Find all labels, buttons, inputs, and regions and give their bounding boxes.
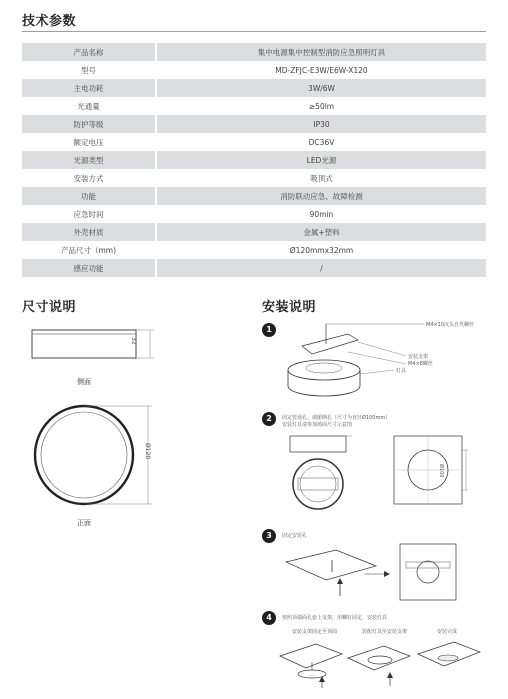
spec-label: 型号 [22, 61, 156, 79]
step-2-line-2: 安装灯具请参加场面尺寸示意图 [282, 422, 353, 428]
spec-value: MD-ZFJC-E3W/E6W-X120 [156, 61, 486, 79]
front-view-drawing [28, 403, 158, 513]
spec-value: Ø120mmx32mm [156, 241, 486, 259]
spec-row [22, 259, 486, 277]
spec-row [22, 151, 486, 169]
spec-label: 防护等级 [22, 115, 156, 133]
spec-label: 光通量 [22, 97, 156, 115]
spec-row [22, 115, 486, 133]
spec-value: ≥50lm [156, 97, 486, 115]
spec-label: 安装方式 [22, 169, 156, 187]
spec-value: 消防联动应急、故障检测 [156, 187, 486, 205]
step-1-lamp-note: 灯具 [396, 368, 407, 374]
spec-value: LED光源 [156, 151, 486, 169]
spec-row [22, 133, 486, 151]
step-3-badge: 3 [262, 529, 276, 543]
step-2-line-1: 固定管通孔、调節開孔（尺寸为直径Ø100mm） [282, 415, 391, 421]
step-1-screw-top-note: M4×10沉头自攻螺丝 [426, 322, 475, 328]
spec-label: 主电功耗 [22, 79, 156, 97]
diameter-dimension-label: Ø120 [144, 443, 151, 460]
spec-row [22, 79, 486, 97]
spec-row [22, 97, 486, 115]
spec-label: 额定电压 [22, 133, 156, 151]
spec-value: 金属+塑料 [156, 223, 486, 241]
spec-label: 产品名称 [22, 43, 156, 61]
step-1-badge: 1 [262, 323, 276, 337]
spec-value: 90min [156, 205, 486, 223]
step-4-badge: 4 [262, 611, 276, 625]
step-1-bracket-note: 安装支架 [408, 354, 429, 360]
spec-row [22, 169, 486, 187]
spec-label: 外壳材质 [22, 223, 156, 241]
spec-row [22, 241, 486, 259]
step-4-line-1: 按照顶端面孔套上支架，用螺钉固定，安装灯具 [282, 615, 388, 621]
spec-row [22, 205, 486, 223]
spec-value: DC36V [156, 133, 486, 151]
step-3-drawing [276, 540, 486, 600]
spec-row [22, 61, 486, 79]
height-dimension-label: 32 [130, 337, 137, 345]
step-1-drawing [276, 318, 486, 400]
spec-row [22, 187, 486, 205]
spec-label: 应急时间 [22, 205, 156, 223]
side-view-caption: 侧面 [77, 378, 91, 386]
spec-row [22, 43, 486, 61]
spec-table [22, 43, 486, 277]
step-1-screw-note: M4×8螺丝 [408, 361, 433, 367]
spec-value: 吸顶式 [156, 169, 486, 187]
spec-label: 光源类型 [22, 151, 156, 169]
spec-value: 3W/6W [156, 79, 486, 97]
spec-value: IP30 [156, 115, 486, 133]
side-view-drawing [22, 322, 162, 372]
spec-title-divider [22, 31, 486, 32]
spec-value: 集中电源集中控制型消防应急照明灯具 [156, 43, 486, 61]
step-3-line-1: 固定安装孔 [282, 533, 308, 539]
front-view-caption: 正面 [77, 519, 91, 527]
step-2-badge: 2 [262, 412, 276, 426]
step-2-cut-label: Ø100 [438, 464, 444, 478]
step-4-drawing [276, 636, 486, 690]
step-4-sub-3: 安装完成 [437, 629, 458, 635]
step-4-sub-1: 安装支架固定至顶面 [292, 629, 338, 635]
step-2-drawing [284, 432, 484, 512]
spec-section-title: 技术参数 [22, 14, 77, 29]
dimension-section-title: 尺寸说明 [22, 300, 77, 315]
spec-value: / [156, 259, 486, 277]
install-section-title: 安装说明 [262, 300, 317, 315]
step-4-sub-2: 装配灯具至安装支架 [362, 629, 408, 635]
spec-label: 感应功能 [22, 259, 156, 277]
spec-label: 产品尺寸（mm) [22, 241, 156, 259]
spec-label: 功能 [22, 187, 156, 205]
spec-row [22, 223, 486, 241]
